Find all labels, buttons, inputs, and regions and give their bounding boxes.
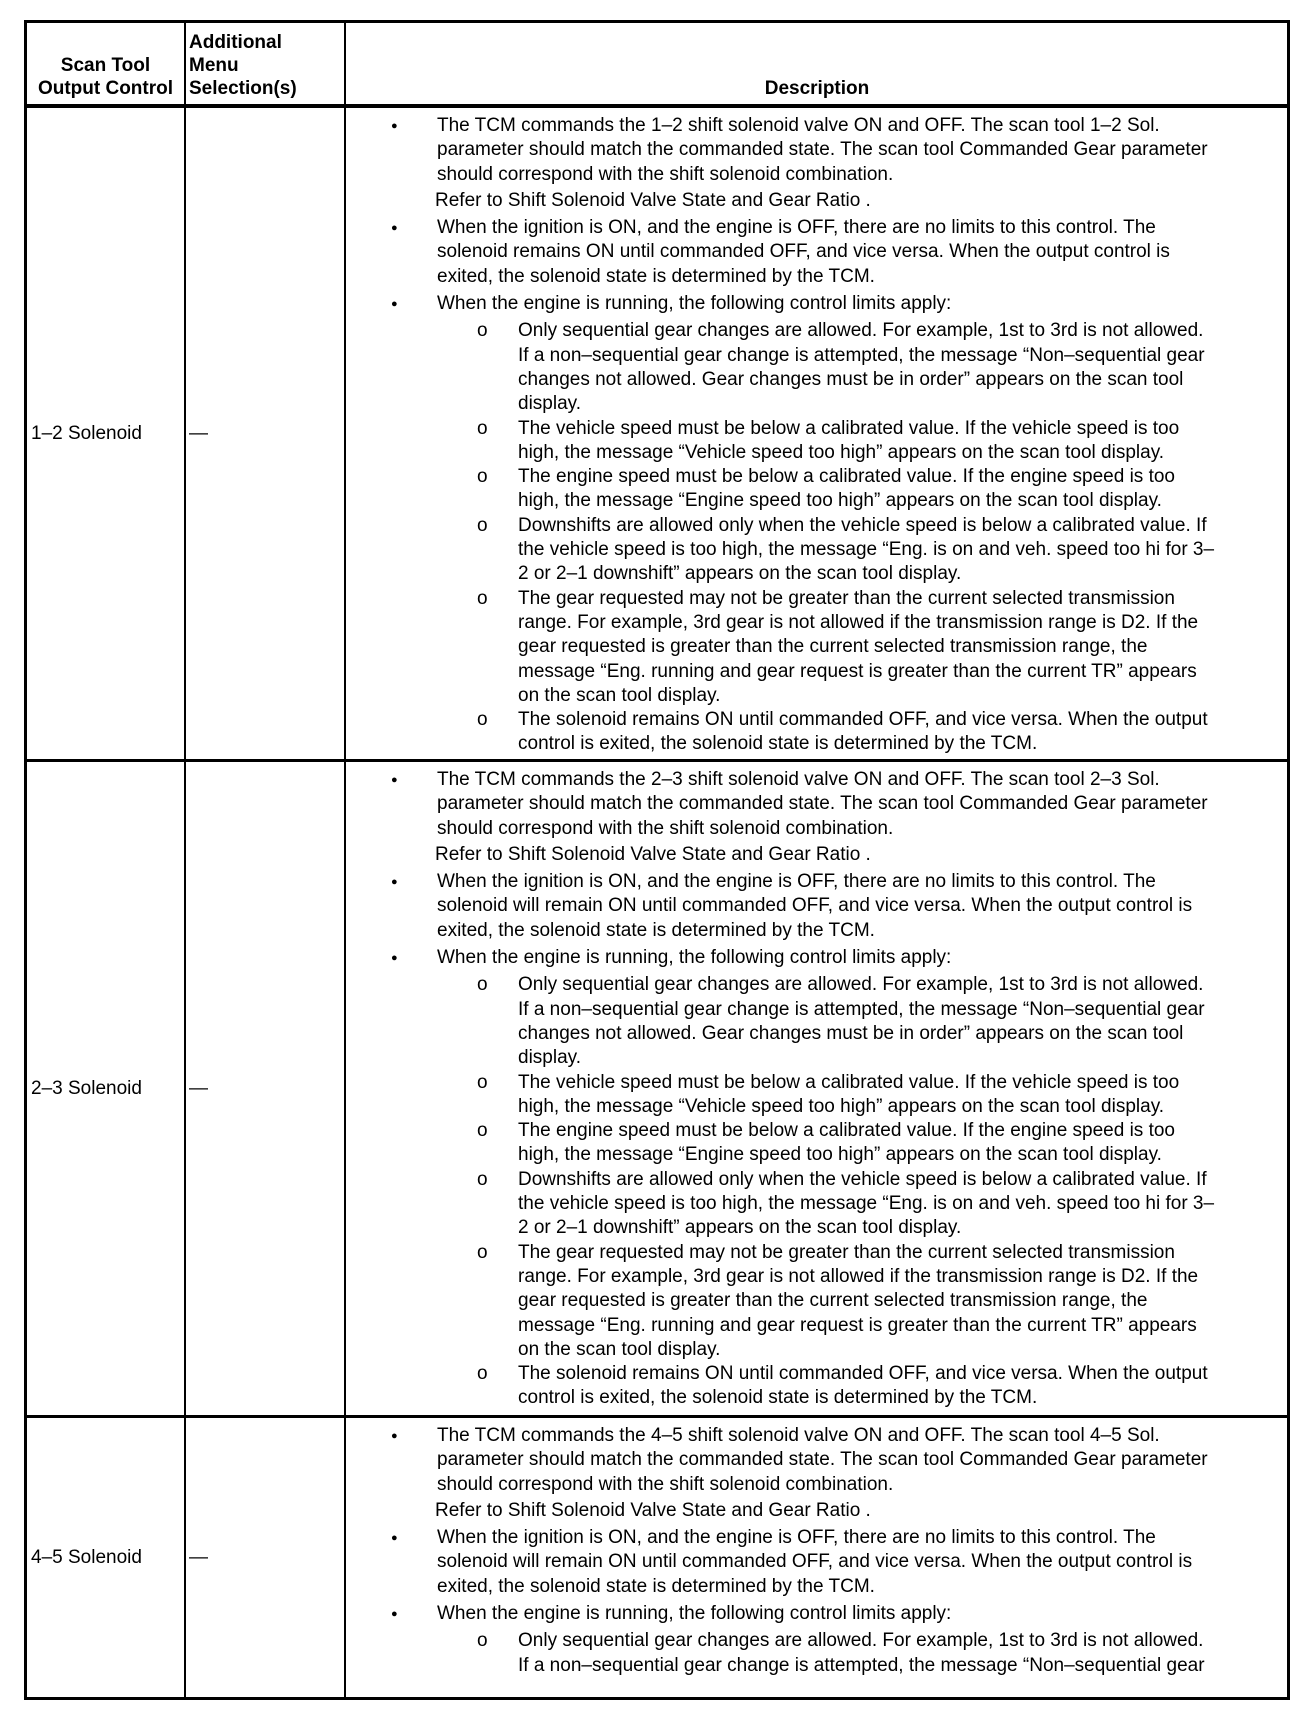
refer-link-text: Refer to Shift Solenoid Valve State and Gear Ratio .	[435, 843, 871, 865]
menu-selection-cell	[187, 108, 344, 759]
description-line: 2 or 2–1 downshift” appears on the scan tool display.	[518, 563, 962, 585]
description-line: The engine speed must be below a calibrated value. If the engine speed is too	[518, 1120, 1175, 1142]
bullet-item	[347, 216, 1287, 289]
description-line: solenoid will remain ON until commanded OFF, and vice versa. When the output control is	[437, 895, 1193, 917]
description-line: exited, the solenoid state is determined by the TCM.	[437, 265, 875, 287]
menu-selection-cell	[187, 1418, 344, 1697]
description-line: When the engine is running, the following control limits apply:	[437, 293, 952, 315]
bullet-item	[347, 768, 1287, 867]
description-line: message “Eng. running and gear request is greater than the current TR” appears	[518, 660, 1197, 682]
header-text: Description	[764, 78, 870, 99]
description-line: parameter should match the commanded state. The scan tool Commanded Gear parameter	[437, 139, 1208, 161]
description-line: solenoid remains ON until commanded OFF, and vice versa. When the output control is	[437, 241, 1170, 263]
output-control-cell	[27, 762, 184, 1415]
description-line: changes not allowed. Gear changes must be in order” appears on the scan tool	[518, 368, 1184, 390]
bullet-item	[347, 1424, 1287, 1523]
bullet-item	[347, 870, 1287, 943]
description-line: When the engine is running, the following control limits apply:	[437, 947, 952, 969]
circle-bullet-icon: o	[477, 587, 488, 609]
bullet-icon: ●	[391, 1608, 398, 1621]
description-line: the vehicle speed is too high, the message “Eng. is on and veh. speed too hi for 3–	[518, 539, 1215, 561]
refer-link-text: Refer to Shift Solenoid Valve State and Gear Ratio .	[435, 189, 871, 211]
description-line: on the scan tool display.	[518, 1338, 721, 1360]
description-line: high, the message “Vehicle speed too high” appears on the scan tool display.	[518, 441, 1165, 463]
description-line: The gear requested may not be greater than the current selected transmission	[518, 587, 1175, 609]
output-control-name: 4–5 Solenoid	[31, 1546, 142, 1568]
sub-bullet-item	[347, 1362, 1287, 1411]
sub-bullet-item	[347, 1241, 1287, 1362]
bullet-icon: ●	[391, 120, 398, 132]
sub-bullet-item	[347, 1071, 1287, 1120]
description-line: parameter should match the commanded state. The scan tool Commanded Gear parameter	[437, 1449, 1208, 1471]
description-line: changes not allowed. Gear changes must be in order” appears on the scan tool	[518, 1022, 1184, 1044]
description-line: The TCM commands the 4–5 shift solenoid valve ON and OFF. The scan tool 4–5 Sol.	[437, 1425, 1160, 1446]
description-line: control is exited, the solenoid state is determined by the TCM.	[518, 1387, 1038, 1409]
description-line: The TCM commands the 1–2 shift solenoid valve ON and OFF. The scan tool 1–2 Sol.	[437, 115, 1160, 136]
description-line: should correspond with the shift solenoid combination.	[437, 1473, 894, 1495]
bullet-icon: ●	[391, 222, 398, 235]
circle-bullet-icon: o	[477, 1071, 488, 1093]
bullet-item	[347, 292, 1287, 316]
bullet-item	[347, 946, 1287, 970]
description-line: display.	[518, 1047, 582, 1069]
description-line: Only sequential gear changes are allowed. For example, 1st to 3rd is not allowed.	[518, 1630, 1204, 1652]
sub-bullet-item	[347, 587, 1287, 708]
scan-tool-output-control-table	[24, 20, 1290, 1700]
description-line: When the ignition is ON, and the engine is OFF, there are no limits to this control. The	[437, 217, 1156, 239]
description-line: When the ignition is ON, and the engine is OFF, there are no limits to this control. The	[437, 871, 1156, 893]
description-line: Downshifts are allowed only when the vehicle speed is below a calibrated value. If	[518, 1168, 1207, 1190]
description-line: high, the message “Engine speed too high” appears on the scan tool display.	[518, 490, 1162, 512]
circle-bullet-icon: o	[477, 974, 488, 996]
circle-bullet-icon: o	[477, 1120, 488, 1142]
description-line: Downshifts are allowed only when the vehicle speed is below a calibrated value. If	[518, 514, 1207, 536]
refer-link-text: Refer to Shift Solenoid Valve State and Gear Ratio .	[435, 1499, 871, 1521]
bullet-icon: ●	[391, 1532, 398, 1545]
description-line: high, the message “Vehicle speed too high” appears on the scan tool display.	[518, 1095, 1165, 1117]
description-cell	[347, 114, 1287, 759]
description-line: on the scan tool display.	[518, 684, 721, 706]
circle-bullet-icon: o	[477, 514, 488, 536]
bullet-icon: ●	[391, 298, 398, 311]
menu-selection-value: —	[189, 1546, 208, 1568]
header-text: Additional	[189, 32, 282, 53]
column-divider	[184, 23, 186, 1697]
description-line: control is exited, the solenoid state is determined by the TCM.	[518, 733, 1038, 755]
bullet-item	[347, 1526, 1287, 1599]
description-line: the vehicle speed is too high, the message “Eng. is on and veh. speed too hi for 3–	[518, 1193, 1215, 1215]
header-text: Selection(s)	[189, 78, 297, 99]
circle-bullet-icon: o	[477, 1630, 488, 1652]
description-line: The vehicle speed must be below a calibrated value. If the vehicle speed is too	[518, 417, 1180, 439]
description-line: When the ignition is ON, and the engine is OFF, there are no limits to this control. The	[437, 1527, 1156, 1549]
description-line: high, the message “Engine speed too high” appears on the scan tool display.	[518, 1144, 1162, 1166]
description-line: If a non–sequential gear change is attempted, the message “Non–sequential gear	[518, 344, 1205, 366]
description-cell	[347, 1424, 1287, 1697]
sub-bullet-item	[347, 1119, 1287, 1168]
output-control-name: 1–2 Solenoid	[31, 422, 142, 444]
description-line: 2 or 2–1 downshift” appears on the scan tool display.	[518, 1217, 962, 1239]
circle-bullet-icon: o	[477, 1241, 488, 1263]
description-line: The TCM commands the 2–3 shift solenoid valve ON and OFF. The scan tool 2–3 Sol.	[437, 769, 1160, 790]
header-scan-tool-output-control	[27, 23, 184, 104]
description-line: The vehicle speed must be below a calibrated value. If the vehicle speed is too	[518, 1071, 1180, 1093]
sub-bullet-item	[347, 319, 1287, 416]
column-divider	[344, 23, 346, 1697]
circle-bullet-icon: o	[477, 1363, 488, 1385]
circle-bullet-icon: o	[477, 466, 488, 488]
circle-bullet-icon: o	[477, 320, 488, 342]
description-line: should correspond with the shift solenoid combination.	[437, 817, 894, 839]
sub-bullet-item	[347, 465, 1287, 514]
sub-bullet-item	[347, 708, 1287, 757]
header-text: Menu	[189, 55, 239, 76]
menu-selection-value: —	[189, 422, 208, 444]
description-line: When the engine is running, the following control limits apply:	[437, 1603, 952, 1625]
description-cell	[347, 768, 1287, 1415]
bullet-icon: ●	[391, 952, 398, 965]
header-additional-menu-selections	[187, 23, 344, 104]
description-line: The solenoid remains ON until commanded OFF, and vice versa. When the output	[518, 1363, 1208, 1385]
header-text: Output Control	[37, 78, 174, 99]
bullet-icon: ●	[391, 876, 398, 889]
menu-selection-value: —	[189, 1077, 208, 1099]
description-line: If a non–sequential gear change is attempted, the message “Non–sequential gear	[518, 1654, 1205, 1676]
sub-bullet-item	[347, 514, 1287, 587]
description-line: message “Eng. running and gear request is greater than the current TR” appears	[518, 1314, 1197, 1336]
description-line: exited, the solenoid state is determined by the TCM.	[437, 919, 875, 941]
sub-bullet-item	[347, 1168, 1287, 1241]
bullet-item	[347, 1602, 1287, 1626]
description-line: gear requested is greater than the current selected transmission range, the	[518, 1290, 1148, 1312]
circle-bullet-icon: o	[477, 709, 488, 731]
menu-selection-cell	[187, 762, 344, 1415]
header-description	[347, 23, 1287, 104]
description-line: gear requested is greater than the current selected transmission range, the	[518, 636, 1148, 658]
output-control-cell	[27, 108, 184, 759]
description-line: solenoid will remain ON until commanded OFF, and vice versa. When the output control is	[437, 1551, 1193, 1573]
description-line: Only sequential gear changes are allowed. For example, 1st to 3rd is not allowed.	[518, 974, 1204, 996]
circle-bullet-icon: o	[477, 1168, 488, 1190]
sub-bullet-item	[347, 973, 1287, 1070]
description-line: display.	[518, 393, 582, 415]
description-line: exited, the solenoid state is determined by the TCM.	[437, 1575, 875, 1597]
output-control-cell	[27, 1418, 184, 1697]
description-line: The gear requested may not be greater than the current selected transmission	[518, 1241, 1175, 1263]
description-line: range. For example, 3rd gear is not allowed if the transmission range is D2. If the	[518, 611, 1199, 633]
bullet-item	[347, 114, 1287, 213]
description-line: If a non–sequential gear change is attempted, the message “Non–sequential gear	[518, 998, 1205, 1020]
description-line: parameter should match the commanded state. The scan tool Commanded Gear parameter	[437, 793, 1208, 815]
description-line: should correspond with the shift solenoid combination.	[437, 163, 894, 185]
sub-bullet-item	[347, 417, 1287, 466]
circle-bullet-icon: o	[477, 417, 488, 439]
output-control-name: 2–3 Solenoid	[31, 1077, 142, 1099]
description-line: The engine speed must be below a calibrated value. If the engine speed is too	[518, 466, 1175, 488]
bullet-icon: ●	[391, 774, 398, 786]
description-line: range. For example, 3rd gear is not allowed if the transmission range is D2. If the	[518, 1265, 1199, 1287]
description-line: Only sequential gear changes are allowed. For example, 1st to 3rd is not allowed.	[518, 320, 1204, 342]
bullet-icon: ●	[391, 1430, 398, 1442]
description-line: The solenoid remains ON until commanded OFF, and vice versa. When the output	[518, 709, 1208, 731]
sub-bullet-item	[347, 1629, 1287, 1678]
header-text: Scan Tool	[60, 55, 151, 76]
